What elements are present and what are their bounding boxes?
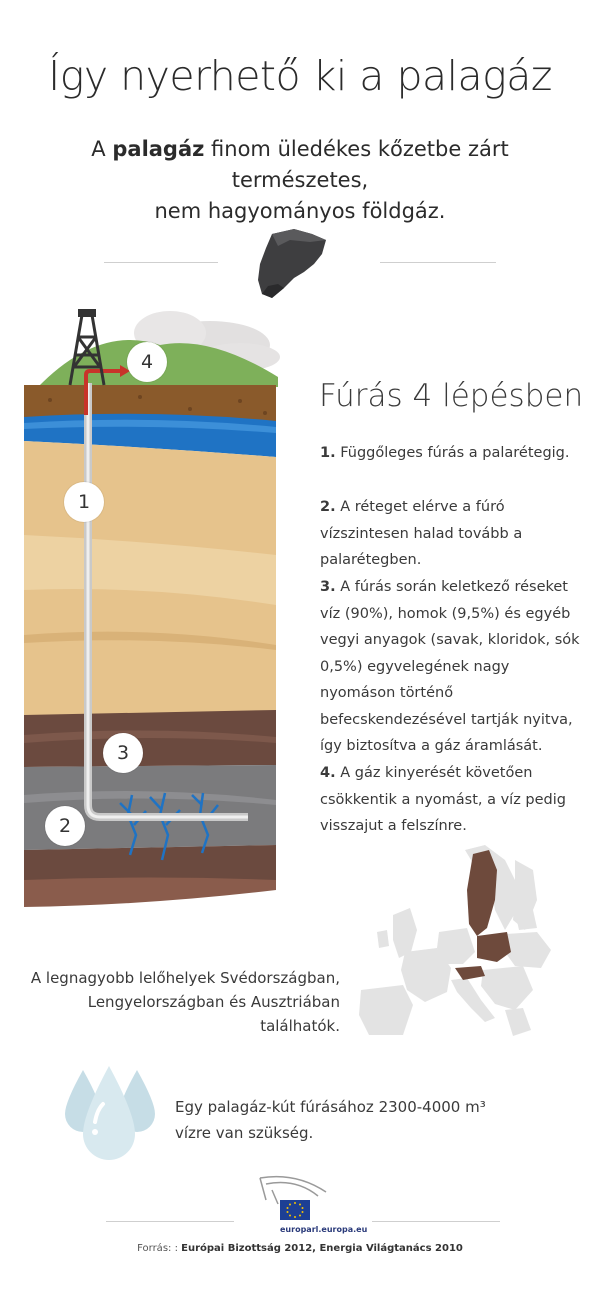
subtitle-post: finom üledékes kőzetbe zárt természetes, [211, 137, 509, 192]
page-title: Így nyerhető ki a palagáz [48, 52, 552, 100]
step-4-number: 4. [320, 765, 336, 781]
divider-right [380, 262, 496, 263]
step-marker-2: 2 [45, 806, 85, 846]
shale-rock-icon [250, 226, 330, 302]
europe-map [355, 840, 565, 1040]
step-3-text: A fúrás során keletkező réseket víz (90%), homok (9,5%) és egyéb vegyi anyagok (savak, kloridok, sók 0,5%) egyvelegének nagy nyomáson történő befecskendezésével tartják nyitva, így biztosítva a gáz áramlását. [320, 579, 580, 754]
step-2 [320, 494, 588, 574]
source-value: Európai Bizottság 2012, Energia Világtanács 2010 [181, 1243, 463, 1254]
divider-left [104, 262, 218, 263]
water-requirement-text: Egy palagáz-kút fúrásához 2300-4000 m³ vízre van szükség. [175, 1098, 486, 1142]
footer-divider-right [372, 1221, 500, 1222]
source-credit [0, 1243, 600, 1254]
step-marker-3: 3 [103, 733, 143, 773]
deposits-text: A legnagyobb lelőhelyek Svédországban, Lengyelországban és Ausztriában találhatók. [30, 969, 340, 1035]
step-4-text: A gáz kinyerését követően csökkentik a nyomást, a víz pedig visszajut a felszínre. [320, 765, 566, 834]
step-marker-1: 1 [64, 482, 104, 522]
source-label: Forrás: : [137, 1243, 178, 1254]
water-drops-icon [55, 1062, 165, 1168]
step-1 [320, 440, 588, 467]
page-subtitle [40, 134, 560, 227]
european-parliament-logo [256, 1170, 346, 1226]
footer-divider-left [106, 1221, 234, 1222]
step-2-text: A réteget elérve a fúró vízszintesen halad tovább a palarétegben. [320, 499, 523, 568]
step-3 [320, 574, 588, 760]
step-1-text: Függőleges fúrás a palarétegig. [340, 445, 570, 461]
step-marker-4: 4 [127, 342, 167, 382]
steps-title: Fúrás 4 lépésben [319, 378, 584, 414]
subtitle-pre: A [91, 137, 106, 161]
step-2-number: 2. [320, 499, 336, 515]
step-1-number: 1. [320, 445, 336, 461]
step-3-number: 3. [320, 579, 336, 595]
subtitle-line2: nem hagyományos földgáz. [154, 199, 446, 223]
step-4 [320, 760, 588, 840]
europarl-url: europarl.europa.eu [280, 1225, 368, 1234]
subtitle-keyword: palagáz [112, 137, 205, 161]
